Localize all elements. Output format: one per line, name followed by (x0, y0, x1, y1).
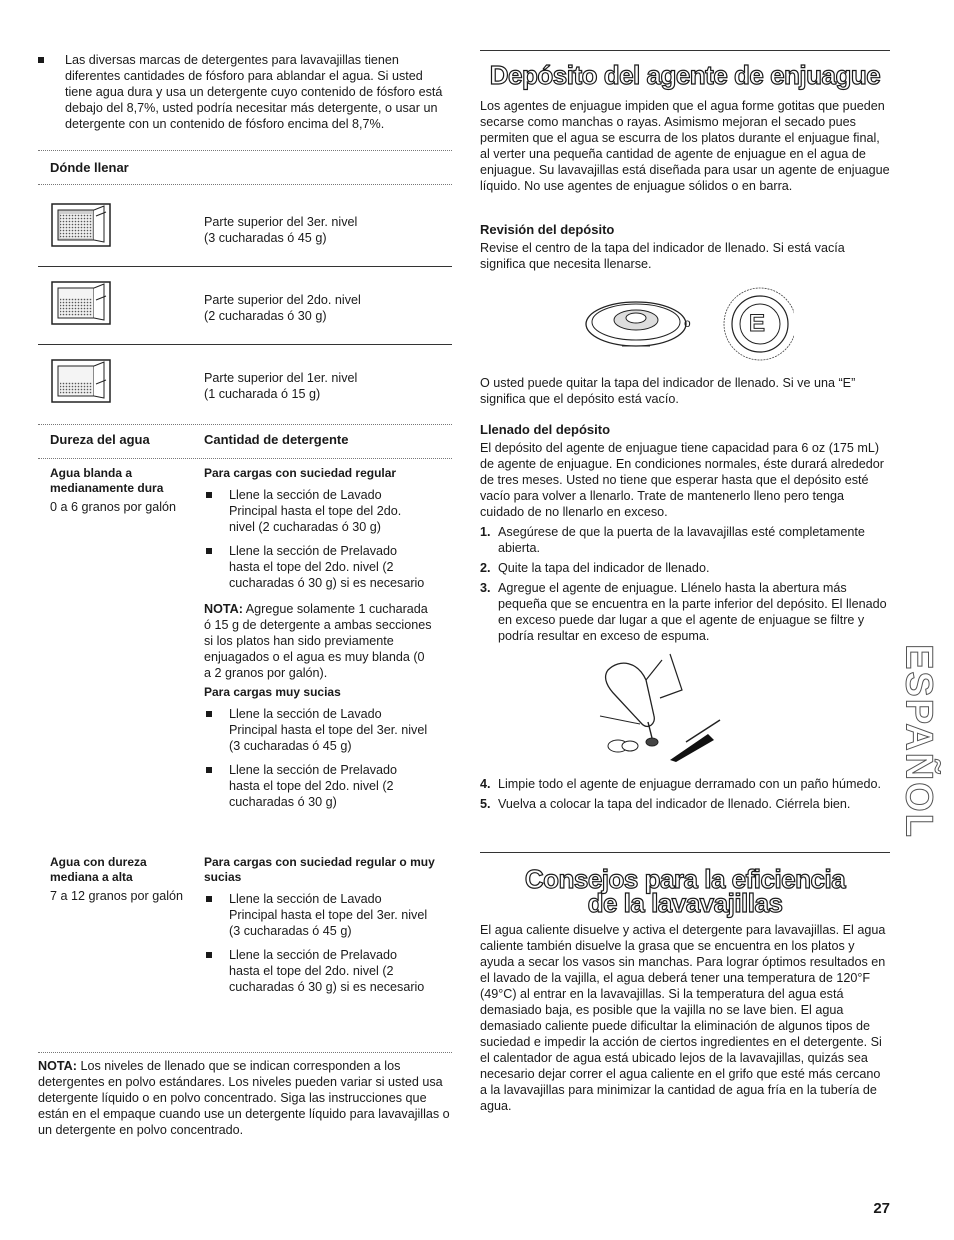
soft-water-cell (50, 466, 190, 515)
divider (480, 852, 890, 853)
efficiency-tips-heading-line2: de la lavavajillas (587, 888, 783, 918)
language-tab-label: ESPAÑOL (897, 644, 940, 839)
very-dirty-loads-title: Para cargas muy sucias (204, 685, 341, 699)
fill-level-1-label: Parte superior del 1er. nivel (204, 371, 358, 385)
fill-level-3-amount: (3 cucharadas ó 45 g) (204, 231, 327, 245)
fill-level-3-label: Parte superior del 3er. nivel (204, 215, 358, 229)
list-item: 1. Asegúrese de que la puerta de la lavavajillas esté completamente abierta. (480, 525, 865, 555)
divider (38, 344, 452, 345)
phosphorus-bullet: Las diversas marcas de detergentes para lavavajillas tienen diferentes cantidades de fósforo para ablandar el agua. Si usted tiene agua dura y usa un detergente cuyo contenido de fósforo está debajo del 8,7%, usted podría necesitar más detergente, o usar un detergente con un contenido de fósforo encima del 8,7%. (38, 52, 452, 132)
list-item: Llene la sección de Lavado Principal hasta el tope del 3er. nivel (3 cucharadas ó 45 g) (204, 891, 429, 939)
soft-water-amount-cell (204, 466, 452, 810)
soft-water-label: Agua blanda a medianamente dura (50, 466, 164, 495)
hard-water-label: Agua con dureza mediana a alta (50, 855, 147, 884)
language-side-tab (898, 640, 938, 840)
note-label: NOTA: (204, 602, 243, 616)
divider (38, 150, 452, 151)
note-label: NOTA: (38, 1059, 77, 1073)
efficiency-tips-heading-line1: Consejos para la eficiencia (524, 864, 846, 894)
fill-levels-note-text: Los niveles de llenado que se indican corresponden a los detergentes en polvo estándares. Los niveles pueden variar si usted usa detergente líquido o en polvo concentrado. Siga las instrucciones que están en el empaque cuando use un detergente líquido para lavavajillas o un detergente en polvo concentrado. (38, 1059, 450, 1137)
regular-or-dirty-loads-title: Para cargas con suciedad regular o muy sucias (204, 855, 435, 884)
or-label: o (684, 316, 691, 330)
detergent-cup-level-2-icon (50, 280, 112, 326)
list-item: 3. Agregue el agente de enjuague. Llénelo hasta la abertura más pequeña que se encuentra en la parte inferior del depósito. El llenado en exceso puede dar lugar a que el agente de enjuague se filtre y podría resultar en exceso de espuma. (480, 581, 887, 643)
fill-dispenser-text: El depósito del agente de enjuague tiene capacidad para 6 oz (175 mL) de agente de enjuague. En condiciones normales, éste durará alrededor de tres meses. Usted no tiene que esperar hasta que el depósito esté vacío para volver a llenarlo. Trate de mantenerlo lleno pero tenga cuidado de no llenarlo en exceso. (480, 441, 884, 519)
water-hardness-heading: Dureza del agua (50, 432, 150, 447)
list-item: Llene la sección de Prelavado hasta el tope del 2do. nivel (2 cucharadas ó 30 g) (204, 762, 429, 810)
check-dispenser-text: Revise el centro de la tapa del indicador de llenado. Si está vacía significa que necesita llenarse. (480, 241, 845, 271)
rinse-aid-intro: Los agentes de enjuague impiden que el agua forme gotitas que pueden secarse como manchas o rayas. Asimismo mejoran el secado pues permiten que el agua se escurra de los platos durante el enjuague final, al verter una pequeña cantidad de agente de enjuague en el agua de enjuague. Su lavavajillas está diseñada para usar un agente de enjuague líquido. No use agentes de enjuague sólidos o en barra. (480, 99, 890, 193)
pouring-rinse-aid-illustration (590, 650, 730, 762)
divider (38, 424, 452, 425)
divider (480, 50, 890, 51)
list-item: 4. Limpie todo el agente de enjuague derramado con un paño húmedo. (480, 777, 881, 791)
fill-steps-a (480, 524, 890, 644)
list-item: Llene la sección de Prelavado hasta el tope del 2do. nivel (2 cucharadas ó 30 g) si es necesario (204, 543, 429, 591)
fill-dispenser-heading: Llenado del depósito (480, 422, 611, 437)
efficiency-tips-text: El agua caliente disuelve y activa el detergente para lavavajillas. El agua caliente también disuelve la grasa que se encuentra en los platos y ayuda a secar los vasos sin manchas. Para lograr óptimos resultados en el lavado de la vajilla, el agua deberá tener una temperatura de 120°F (49°C) al entrar en la lavavajillas. Si la temperatura del agua está demasiado baja, es posible que la vajilla no se lave bien. El agua demasiado caliente puede dificultar la eliminación de algunos tipos de suciedad e impedir la acción de ciertos ingredientes en el detergente. Si el calentador de agua está ubicado lejos de la lavavajillas, quizás sea necesario dejar correr el agua caliente en el grifo que esté más cercano a la lavavajillas para minimizar la cantidad de agua fría en la tubería de agua. (480, 923, 886, 1113)
fill-level-1-amount: (1 cucharada ó 15 g) (204, 387, 321, 401)
hard-water-amount-cell (204, 855, 452, 995)
soft-water-grains: 0 a 6 granos por galón (50, 500, 177, 514)
list-item: Llene la sección de Prelavado hasta el tope del 2do. nivel (2 cucharadas ó 30 g) si es necesario (204, 947, 429, 995)
list-item: Llene la sección de Lavado Principal hasta el tope del 3er. nivel (3 cucharadas ó 45 g) (204, 706, 429, 754)
list-item: 2. Quite la tapa del indicador de llenado. (480, 561, 710, 575)
rinse-aid-heading: Depósito del agente de enjuague (489, 60, 881, 90)
detergent-amount-heading: Cantidad de detergente (204, 432, 349, 447)
empty-e-symbol: E (749, 310, 766, 337)
divider (38, 458, 452, 459)
list-item: Llene la sección de Lavado Principal hasta el tope del 2do. nivel (2 cucharadas ó 30 g) (204, 487, 429, 535)
fill-level-2-label: Parte superior del 2do. nivel (204, 293, 361, 307)
page-number: 27 (873, 1200, 890, 1217)
check-dispenser-heading: Revisión del depósito (480, 222, 615, 237)
list-item: 5. Vuelva a colocar la tapa del indicador de llenado. Ciérrela bien. (480, 797, 851, 811)
soft-note-text: Agregue solamente 1 cucharada ó 15 g de detergente a ambas secciones si los platos han sido previamente enjuagados o el agua es muy blanda (0 a 2 granos por galón). (204, 602, 432, 680)
hard-water-cell (50, 855, 190, 904)
regular-loads-title: Para cargas con suciedad regular (204, 466, 397, 480)
fill-level-2-amount: (2 cucharadas ó 30 g) (204, 309, 327, 323)
detergent-cup-level-1-icon (50, 358, 112, 404)
hard-water-grains: 7 a 12 granos por galón (50, 889, 184, 903)
divider (38, 184, 452, 185)
divider (38, 266, 452, 267)
fill-indicator-illustration (584, 286, 794, 366)
where-fill-heading: Dónde llenar (50, 160, 129, 175)
detergent-cup-level-3-icon (50, 202, 112, 248)
fill-steps-b (480, 776, 890, 812)
divider (38, 1052, 452, 1053)
remove-cap-text: O usted puede quitar la tapa del indicador de llenado. Si ve una “E” significa que el depósito está vacío. (480, 376, 856, 406)
